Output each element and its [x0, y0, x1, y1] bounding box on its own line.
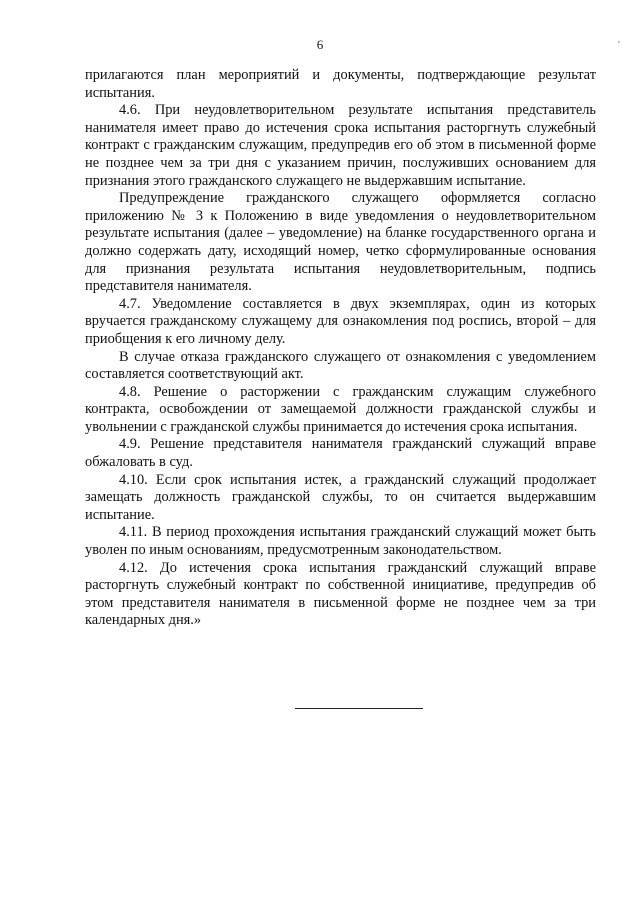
- document-body: [85, 67, 596, 630]
- paragraph-4-8: 4.8. Решение о расторжении с гражданским служащим служебного контракта, освобождении от замещаемой должности гражданской службы и увольнении с гражданской службы принимается до истечения срока испытания.: [85, 383, 596, 435]
- paragraph-4-9: 4.9. Решение представителя нанимателя гражданский служащий вправе обжаловать в суд.: [85, 436, 596, 471]
- corner-mark: ': [618, 40, 620, 51]
- paragraph-warning: Предупреждение гражданского служащего оформляется согласно приложению № 3 к Положению в виде уведомления о неудовлетворительном результате испытания (далее – уведомление) на бланке государственного органа и должно содержать дату, исходящий номер, четко сформулированные основания для признания результата испытания неудовлетворительным, подпись представителя нанимателя.: [85, 190, 596, 295]
- paragraph-4-7: 4.7. Уведомление составляется в двух экземплярах, один из которых вручается гражданскому служащему для ознакомления под роспись, второй – для приобщения к его личному делу.: [85, 295, 596, 347]
- paragraph-4-11: 4.11. В период прохождения испытания гражданский служащий может быть уволен по иным основаниям, предусмотренным законодательством.: [85, 524, 596, 559]
- paragraph-refusal: В случае отказа гражданского служащего от ознакомления с уведомлением составляется соответствующий акт.: [85, 348, 596, 383]
- paragraph-4-12: 4.12. До истечения срока испытания гражданский служащий вправе расторгнуть служебный контракт по собственной инициативе, предупредив об этом представителя нанимателя в письменной форме не позднее чем за три календарных дня.»: [85, 559, 596, 629]
- end-separator-line: [295, 708, 423, 709]
- paragraph-continuation: прилагаются план мероприятий и документы, подтверждающие результат испытания.: [85, 67, 596, 101]
- page-number: 6: [316, 37, 324, 52]
- paragraph-4-10: 4.10. Если срок испытания истек, а гражданский служащий продолжает замещать должность гражданской службы, то он считается выдержавшим испытание.: [85, 471, 596, 523]
- paragraph-4-6: 4.6. При неудовлетворительном результате испытания представитель нанимателя имеет право до истечения срока испытания расторгнуть служебный контракт с гражданским служащим, предупредив его об этом в письменной форме не позднее чем за три дня с указанием причин, послуживших основанием для признания этого гражданского служащего не выдержавшим испытание.: [85, 102, 596, 189]
